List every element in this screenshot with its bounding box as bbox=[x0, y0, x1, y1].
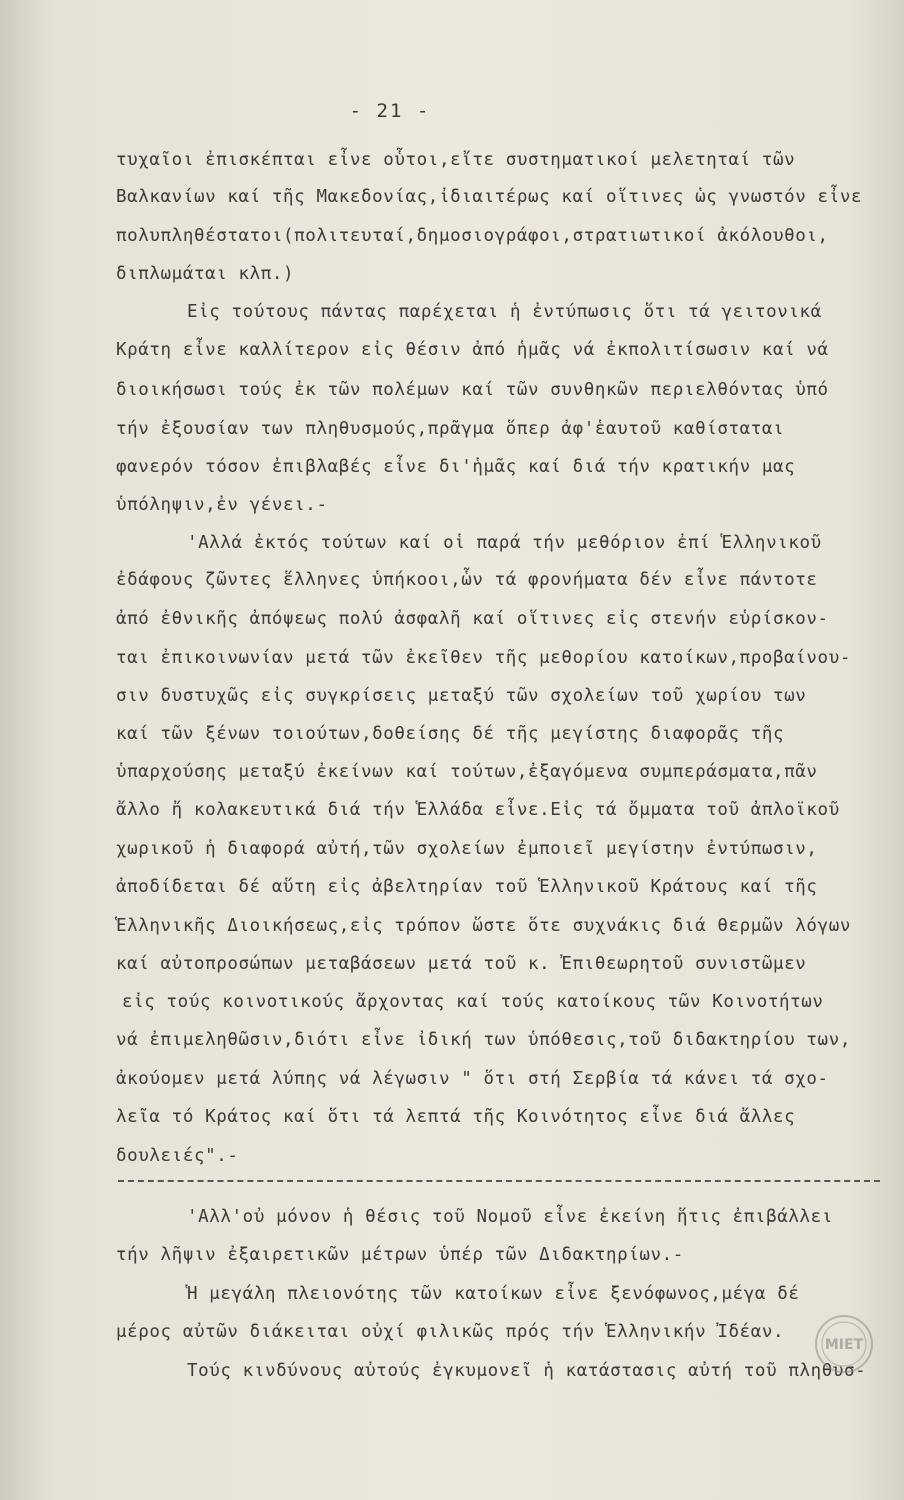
text-line: σιν δυστυχῶς εἰς συγκρίσεις μεταξύ τῶν σχολείων τοῦ χωρίου των bbox=[116, 686, 807, 706]
archive-stamp-icon bbox=[813, 1313, 875, 1375]
text-line: Ἡ μεγάλη πλειονότης τῶν κατοίκων εἶνε ξενόφωνος,μέγα δέ bbox=[187, 1284, 800, 1304]
text-line: Βαλκανίων καί τῆς Μακεδονίας,ἰδιαιτέρως καί οἵτινες ὡς γνωστόν εἶνε bbox=[116, 187, 863, 207]
text-line: τήν ἐξουσίαν των πληθυσμούς,πρᾶγμα ὅπερ ἀφ'ἑαυτοῦ καθίσταται bbox=[116, 419, 785, 439]
text-line: νά ἐπιμεληθῶσιν,διότι εἶνε ἰδική των ὑπόθεσις,τοῦ διδακτηρίου των, bbox=[116, 1030, 851, 1050]
text-line: διπλωμάται κλπ.) bbox=[116, 264, 295, 284]
text-line: καί αὐτοπροσώπων μεταβάσεων μετά τοῦ κ. Ἐπιθεωρητοῦ συνιστῶμεν bbox=[116, 954, 807, 974]
text-line: δουλειές".- bbox=[116, 1146, 239, 1166]
text-line: ἀποδίδεται δέ αὕτη εἰς ἀβελτηρίαν τοῦ Ἑλληνικοῦ Κράτους καί τῆς bbox=[116, 877, 818, 897]
text-line: τήν λῆψιν ἐξαιρετικῶν μέτρων ὑπέρ τῶν Διδακτηρίων.- bbox=[116, 1245, 684, 1265]
text-line: Τούς κινδύνους αὐτούς ἐγκυμονεῖ ἡ κατάστασις αὐτή τοῦ πληθυσ- bbox=[187, 1361, 867, 1381]
text-line: Κράτη εἶνε καλλίτερον εἰς θέσιν ἀπό ἡμᾶς νά ἐκπολιτίσωσιν καί νά bbox=[116, 340, 829, 360]
text-line: χωρικοῦ ἡ διαφορά αὐτή,τῶν σχολείων ἐμποιεῖ μεγίστην ἐντύπωσιν, bbox=[116, 839, 818, 859]
text-line: ἀκούομεν μετά λύπης νά λέγωσιν " ὅτι στή Σερβία τά κάνει τά σχο- bbox=[116, 1069, 829, 1089]
text-line: ἀπό ἐθνικῆς ἀπόψεως πολύ ἀσφαλῆ καί οἵτινες εἰς στενήν εὑρίσκον- bbox=[116, 609, 829, 629]
text-line: φανερόν τόσον ἐπιβλαβές εἶνε δι'ἡμᾶς καί διά τήν κρατικήν μας bbox=[116, 457, 796, 477]
text-line: 'Αλλ'οὐ μόνον ἡ θέσις τοῦ Νομοῦ εἶνε ἐκείνη ἥτις ἐπιβάλλει bbox=[187, 1207, 833, 1227]
text-line: 'Αλλά ἐκτός τούτων καί οἱ παρά τήν μεθόριον ἐπί Ἑλληνικοῦ bbox=[187, 533, 822, 553]
text-line: λεῖα τό Κράτος καί ὅτι τά λεπτά τῆς Κοινότητος εἶνε διά ἄλλες bbox=[116, 1107, 796, 1127]
text-line: πολυπληθέστατοι(πολιτευταί,δημοσιογράφοι,στρατιωτικοί ἀκόλουθοι, bbox=[116, 226, 829, 246]
text-line: ἐδάφους ζῶντες ἕλληνες ὑπήκοοι,ὧν τά φρονήματα δέν εἶνε πάντοτε bbox=[116, 570, 818, 590]
text-line: καί τῶν ξένων τοιούτων,δοθείσης δέ τῆς μεγίστης διαφορᾶς τῆς bbox=[116, 724, 785, 744]
dashed-divider bbox=[118, 1180, 880, 1182]
svg-text:ΜΙΕΤ: ΜΙΕΤ bbox=[824, 1337, 864, 1353]
text-line: Εἰς τούτους πάντας παρέχεται ἡ ἐντύπωσις ὅτι τά γειτονικά bbox=[187, 302, 822, 322]
text-line: ται ἐπικοινωνίαν μετά τῶν ἐκεῖθεν τῆς μεθορίου κατοίκων,προβαίνου- bbox=[116, 648, 851, 668]
text-line: τυχαῖοι ἐπισκέπται εἶνε οὗτοι,εἴτε συστηματικοί μελετηταί τῶν bbox=[116, 150, 796, 170]
page-number: - 21 - bbox=[349, 100, 431, 122]
text-line: διοικήσωσι τούς ἐκ τῶν πολέμων καί τῶν συνθηκῶν περιελθόντας ὑπό bbox=[116, 380, 829, 400]
text-line: Ἑλληνικῆς Διοικήσεως,εἰς τρόπον ὥστε ὅτε συχνάκις διά θερμῶν λόγων bbox=[116, 916, 851, 936]
text-line: ὑπαρχούσης μεταξύ ἐκείνων καί τούτων,ἐξαγόμενα συμπεράσματα,πᾶν bbox=[116, 762, 818, 782]
text-line: ὑπόληψιν,ἐν γένει.- bbox=[116, 495, 328, 515]
text-line: εἰς τούς κοινοτικούς ἄρχοντας καί τούς κατοίκους τῶν Κοινοτήτων bbox=[122, 992, 824, 1012]
text-line: ἄλλο ἤ κολακευτικά διά τήν Ἑλλάδα εἶνε.Εἰς τά ὄμματα τοῦ ἀπλοϊκοῦ bbox=[116, 800, 840, 820]
text-line: μέρος αὐτῶν διάκειται οὐχί φιλικῶς πρός τήν Ἑλληνικήν Ἰδέαν. bbox=[116, 1322, 785, 1342]
